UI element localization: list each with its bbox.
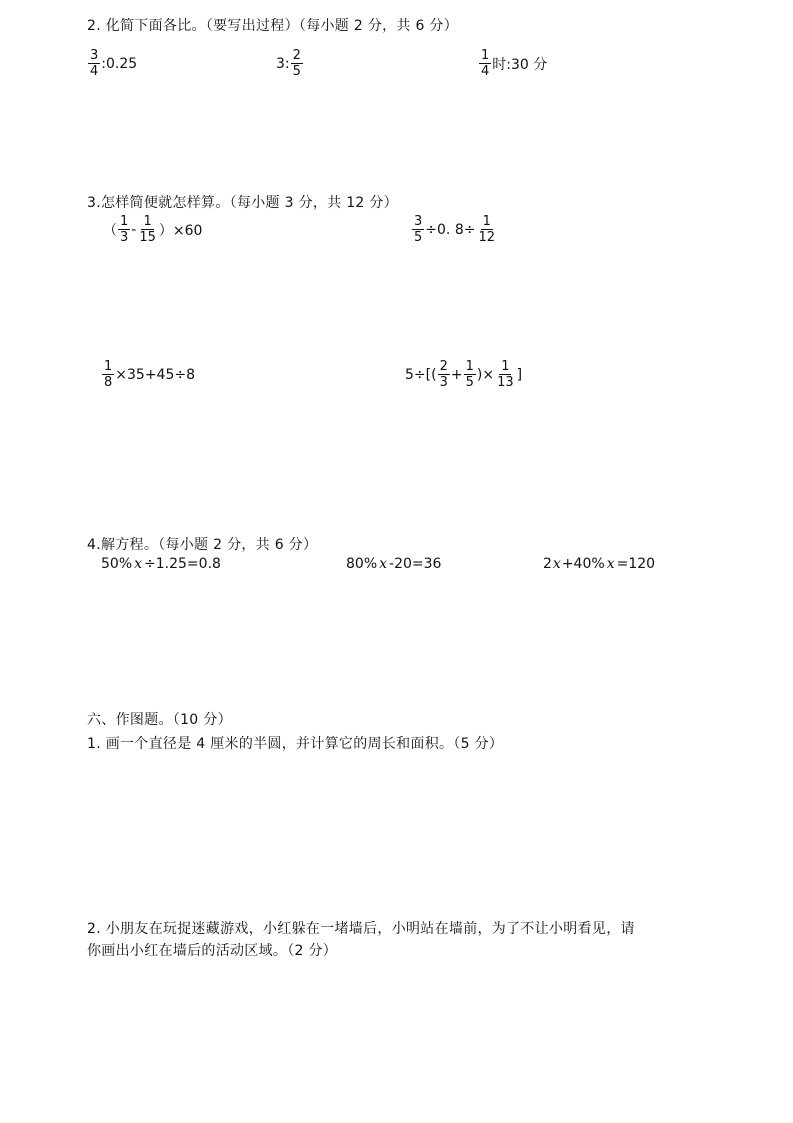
sec6-question-1: 1. 画一个直径是 4 厘米的半圆，并计算它的周长和面积。（5 分） xyxy=(87,736,504,752)
fraction: $\frac{3}{4}$ xyxy=(90,48,99,79)
fraction: $\frac{1}{12}$ xyxy=(478,214,496,245)
q4-equation-2: 80% x -20=36 xyxy=(346,556,442,572)
fraction: $\frac{2}{3}$ xyxy=(439,359,448,390)
q3-title: 3.怎样简便就怎样算。（每小题 3 分，共 12 分） xyxy=(87,195,398,211)
q2-problem-1: $\frac{3}{4}$ :0.25 xyxy=(90,48,138,79)
sec6-question-2-line-1: 2. 小朋友在玩捉迷藏游戏，小红躲在一堵墙后，小明站在墙前，为了不让小明看见，请 xyxy=(87,921,635,937)
q3-problem-4: 5÷[( $\frac{2}{3}$ + $\frac{1}{5}$ )× $\frac{1}{13}$ ] xyxy=(405,359,523,390)
q3-problem-1: （ $\frac{1}{3}$ - $\frac{1}{15}$ ）×60 xyxy=(103,214,203,245)
fraction: $\frac{3}{5}$ xyxy=(414,214,423,245)
q3-problem-2: $\frac{3}{5}$ ÷0. 8÷ $\frac{1}{12}$ xyxy=(414,214,496,245)
q4-equation-3: 2 x +40% x =120 xyxy=(543,556,656,572)
section-6-title: 六、作图题。（10 分） xyxy=(87,712,232,728)
fraction: $\frac{1}{13}$ xyxy=(497,359,514,390)
fraction: $\frac{1}{15}$ xyxy=(139,214,156,245)
q2-problem-2: 3: $\frac{2}{5}$ xyxy=(276,48,301,79)
fraction: $\frac{1}{5}$ xyxy=(465,359,474,390)
q4-title: 4.解方程。（每小题 2 分，共 6 分） xyxy=(87,537,318,553)
fraction: $\frac{1}{4}$ xyxy=(481,48,490,79)
fraction: $\frac{1}{3}$ xyxy=(120,214,129,245)
q3-problem-3: $\frac{1}{8}$ ×35+45÷8 xyxy=(104,359,196,390)
q4-equation-1: 50% x ÷1.25=0.8 xyxy=(101,556,221,572)
fraction: $\frac{1}{8}$ xyxy=(104,359,113,390)
q2-title: 2. 化简下面各比。（要写出过程）（每小题 2 分，共 6 分） xyxy=(87,18,459,34)
q2-problem-3: $\frac{1}{4}$ 时:30 分 xyxy=(481,48,548,79)
fraction: $\frac{2}{5}$ xyxy=(292,48,301,79)
sec6-question-2-line-2: 你画出小红在墙后的活动区域。（2 分） xyxy=(87,943,338,959)
